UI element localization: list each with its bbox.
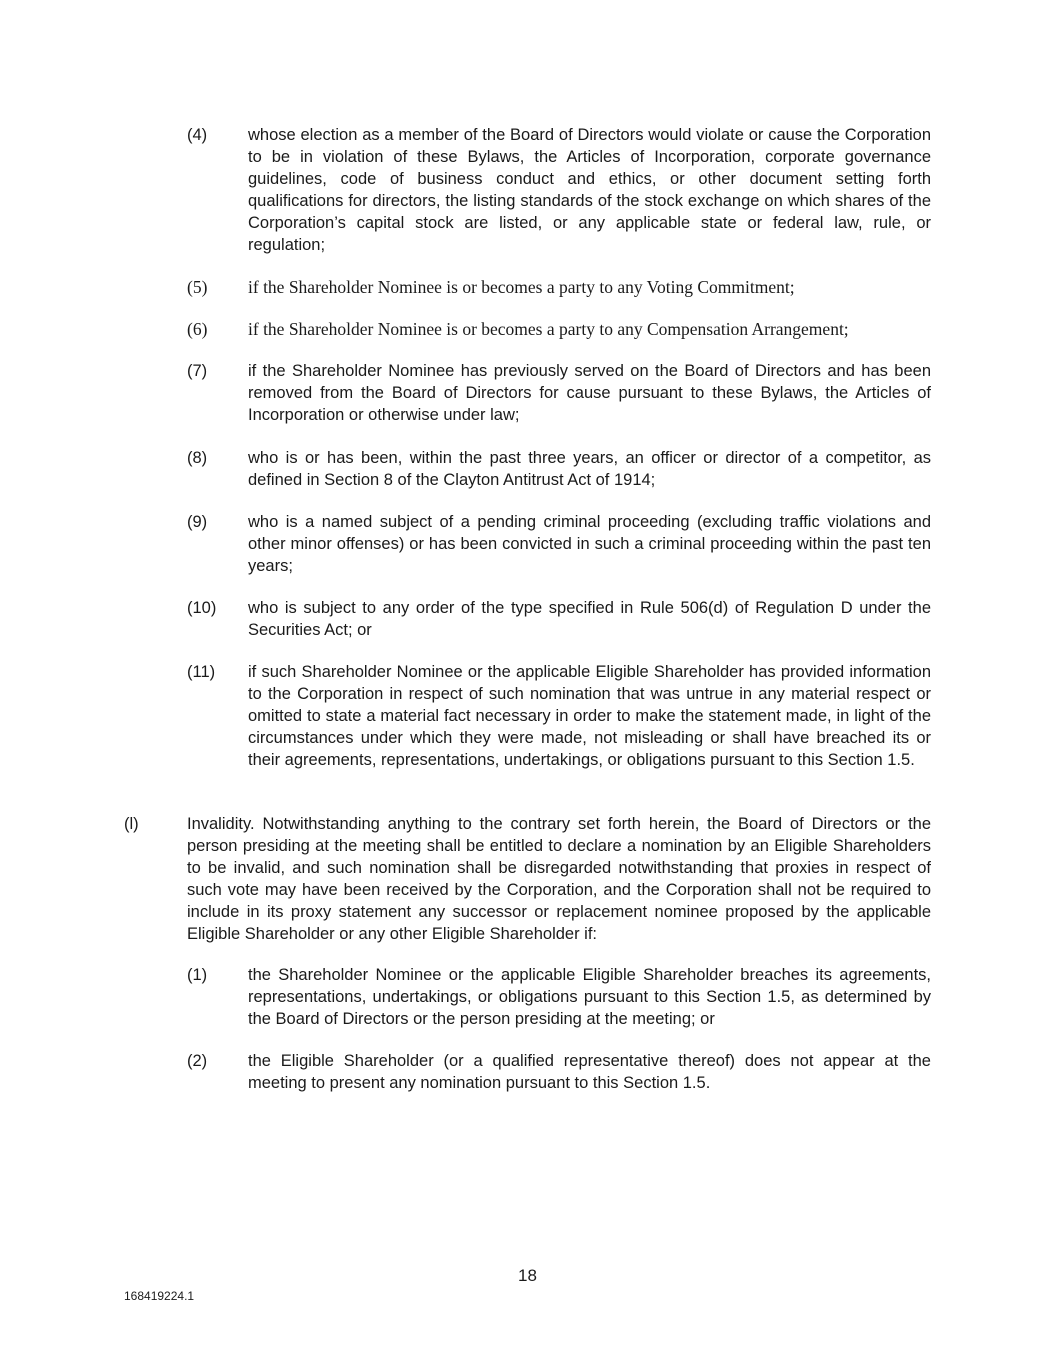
list-item-1 (187, 964, 931, 1030)
document-id: 168419224.1 (124, 1289, 195, 1303)
item-number: (7) (187, 362, 208, 380)
item-text: the Shareholder Nominee or the applicable Eligible Shareholder breaches its agreements, representations, undertakings, or obligations pursuant to this Section 1.5, as determined by the Board of Directors or the person presiding at the meeting; or (248, 966, 931, 1028)
list-item-5 (187, 276, 931, 298)
list-item-4 (187, 124, 931, 256)
item-text: whose election as a member of the Board of Directors would violate or cause the Corporation to be in violation of these Bylaws, the Articles of Incorporation, corporate governance guidelines, code of business conduct and ethics, or other document setting forth qualifications for directors, the listing standards of the stock exchange on which shares of the Corporation’s capital stock are listed, or any applicable state or federal law, rule, or regulation; (248, 126, 931, 254)
item-number: (8) (187, 449, 208, 467)
list-item-7 (187, 360, 931, 426)
list-item-10 (187, 597, 931, 641)
item-number: (4) (187, 126, 208, 144)
item-number: (9) (187, 513, 208, 531)
item-text: if the Shareholder Nominee is or becomes a party to any Voting Commitment; (248, 277, 795, 297)
item-number: (6) (187, 319, 208, 339)
item-text: if the Shareholder Nominee is or becomes a party to any Compensation Arrangement; (248, 319, 849, 339)
page-number: 18 (518, 1266, 537, 1285)
item-text: who is a named subject of a pending criminal proceeding (excluding traffic violations and other minor offenses) or has been convicted in such a criminal proceeding within the past ten years; (248, 513, 931, 575)
list-item-8 (187, 447, 931, 491)
item-number: (11) (187, 663, 216, 681)
item-number: (1) (187, 966, 208, 984)
list-item-2 (187, 1050, 931, 1094)
item-text: the Eligible Shareholder (or a qualified representative thereof) does not appear at the meeting to present any nomination pursuant to this Section 1.5. (248, 1052, 931, 1092)
item-text: if such Shareholder Nominee or the applicable Eligible Shareholder has provided information to the Corporation in respect of such nomination that was untrue in any material respect or omitted to state a material fact necessary in order to make the statement made, in light of the circumstances under which they were made, not misleading or shall have breached its or their agreements, representations, undertakings, or obligations pursuant to this Section 1.5. (248, 663, 931, 769)
item-number: (5) (187, 277, 208, 297)
section-l-invalidity (124, 813, 931, 945)
section-number: (l) (124, 815, 139, 833)
list-item-9 (187, 511, 931, 577)
list-item-11 (187, 661, 931, 771)
item-text: who is or has been, within the past three years, an officer or director of a competitor, as defined in Section 8 of the Clayton Antitrust Act of 1914; (248, 449, 931, 489)
item-number: (2) (187, 1052, 208, 1070)
item-text: if the Shareholder Nominee has previously served on the Board of Directors and has been removed from the Board of Directors for cause pursuant to these Bylaws, the Articles of Incorporation or otherwise under law; (248, 362, 931, 424)
list-item-6 (187, 318, 931, 340)
section-text: Invalidity. Notwithstanding anything to the contrary set forth herein, the Board of Directors or the person presiding at the meeting shall be entitled to declare a nomination by an Eligible Shareholders to be invalid, and such nomination shall be disregarded notwithstanding that proxies in respect of such vote may have been received by the Corporation, and the Corporation shall not be required to include in its proxy statement any successor or replacement nominee proposed by the applicable Eligible Shareholder or any other Eligible Shareholder if: (187, 815, 931, 943)
item-text: who is subject to any order of the type specified in Rule 506(d) of Regulation D under the Securities Act; or (248, 599, 931, 639)
item-number: (10) (187, 599, 217, 617)
